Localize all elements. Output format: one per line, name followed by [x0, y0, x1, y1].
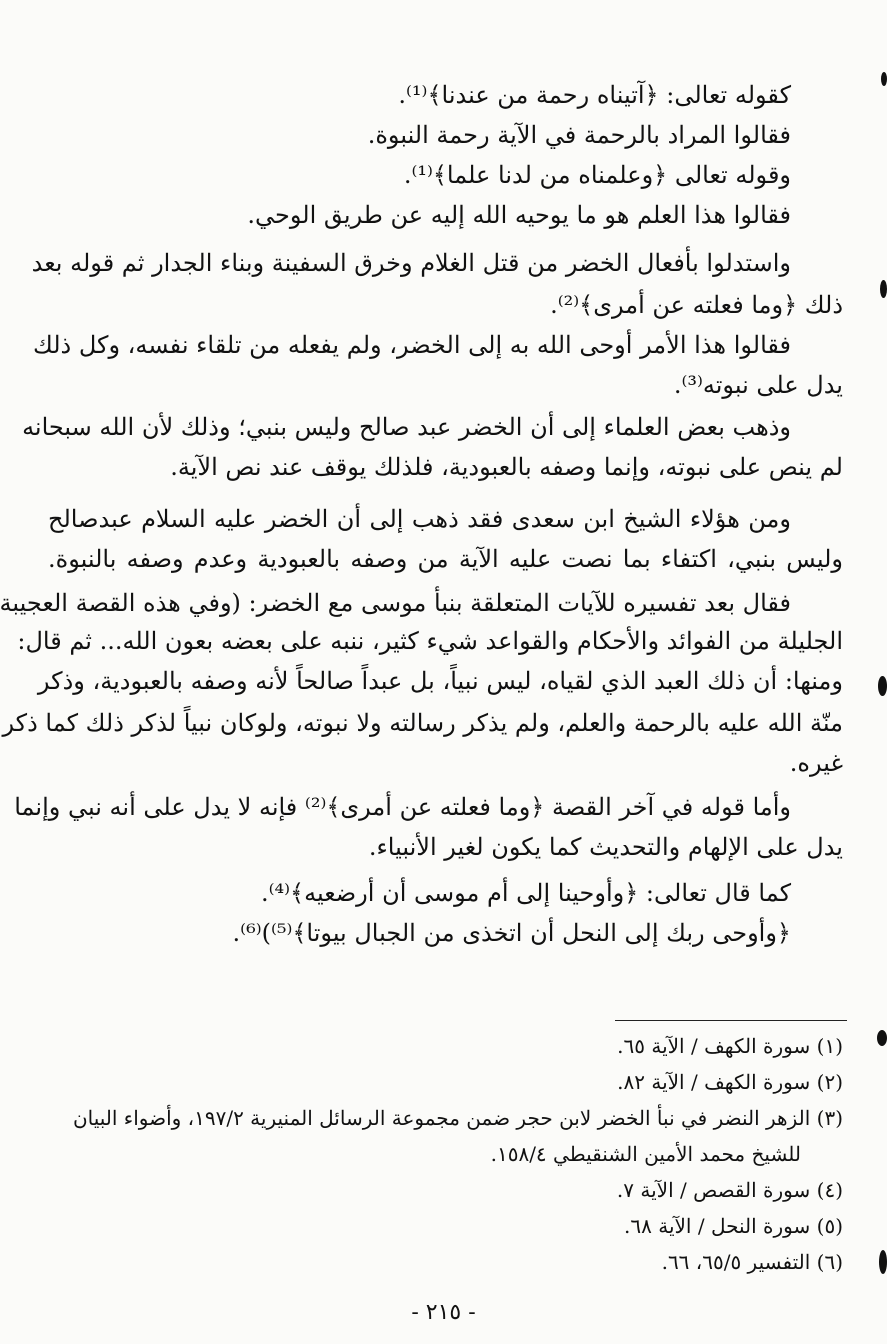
- text-line: يدل على نبوته⁽³⁾.: [673, 371, 843, 399]
- text-line: ذلك ﴿وما فعلته عن أمرى﴾⁽²⁾.: [550, 291, 843, 319]
- text-line: وليس بنبي، اكتفاء بما نصت عليه الآية من وصفه بالعبودية وعدم وصفه بالنبوة.: [48, 545, 843, 573]
- footnote: (٥) سورة النحل / الآية ٦٨.: [624, 1214, 843, 1238]
- footnote: (٤) سورة القصص / الآية ٧.: [616, 1178, 843, 1202]
- footnote: (٣) الزهر النضر في نبأ الخضر لابن حجر ضمن مجموعة الرسائل المنيرية ١٩٧/٢، وأضواء البيان: [72, 1106, 843, 1130]
- text-line: كقوله تعالى: ﴿آتيناه رحمة من عندنا﴾⁽¹⁾.: [398, 81, 791, 109]
- text-line: ﴿وأوحى ربك إلى النحل أن اتخذى من الجبال بيوتا﴾⁽⁵⁾)⁽⁶⁾.: [232, 919, 791, 947]
- text-line: وأما قوله في آخر القصة ﴿وما فعلته عن أمرى﴾⁽²⁾ فإنه لا يدل على أنه نبي وإنما: [14, 793, 791, 821]
- text-line: ومنها: أن ذلك العبد الذي لقياه، ليس نبياً، بل عبداً صالحاً لأنه وصفه بالعبودية، وذكر: [37, 667, 843, 695]
- scan-margin-mark: [881, 72, 887, 86]
- footnote: (١) سورة الكهف / الآية ٦٥.: [617, 1034, 843, 1058]
- text-line: فقالوا المراد بالرحمة في الآية رحمة النبوة.: [367, 121, 791, 149]
- text-line: كما قال تعالى: ﴿وأوحينا إلى أم موسى أن أرضعيه﴾⁽⁴⁾.: [261, 879, 791, 907]
- scan-margin-mark: [880, 280, 887, 298]
- scan-margin-mark: [879, 1250, 887, 1274]
- text-line: لم ينص على نبوته، وإنما وصفه بالعبودية، فلذلك يوقف عند نص الآية.: [170, 453, 843, 481]
- footnote-divider: [615, 1020, 847, 1021]
- text-line: غيره.: [789, 749, 843, 777]
- text-line: فقالوا هذا الأمر أوحى الله به إلى الخضر، ولم يفعله من تلقاء نفسه، وكل ذلك: [32, 331, 791, 359]
- text-line: وقوله تعالى ﴿وعلمناه من لدنا علما﴾⁽¹⁾.: [403, 161, 791, 189]
- text-line: ومن هؤلاء الشيخ ابن سعدى فقد ذهب إلى أن الخضر عليه السلام عبدصالح: [48, 505, 791, 533]
- text-line: الجليلة من الفوائد والأحكام والقواعد شيء كثير، ننبه على بعضه بعون الله... ثم قال:: [17, 627, 843, 655]
- scan-margin-mark: [878, 676, 887, 696]
- text-line: يدل على الإلهام والتحديث كما يكون لغير الأنبياء.: [368, 833, 843, 861]
- footnote-continuation: للشيخ محمد الأمين الشنقيطي ١٥٨/٤.: [490, 1142, 801, 1166]
- text-line: منّة الله عليه بالرحمة والعلم، ولم يذكر رسالته ولا نبوته، ولوكان نبياً لذكر ذلك كما ذكر: [2, 709, 843, 737]
- page-number: - ٢١٥ -: [411, 1300, 476, 1325]
- scan-margin-mark: [877, 1030, 887, 1046]
- text-line: وذهب بعض العلماء إلى أن الخضر عبد صالح وليس بنبي؛ وذلك لأن الله سبحانه: [22, 413, 791, 441]
- footnote: (٢) سورة الكهف / الآية ٨٢.: [617, 1070, 843, 1094]
- text-line: فقال بعد تفسيره للآيات المتعلقة بنبأ موسى مع الخضر: (وفي هذه القصة العجيبة: [0, 589, 791, 617]
- text-line: واستدلوا بأفعال الخضر من قتل الغلام وخرق السفينة وبناء الجدار ثم قوله بعد: [31, 249, 791, 277]
- footnote: (٦) التفسير ٦٥/٥، ٦٦.: [661, 1250, 843, 1274]
- text-line: فقالوا هذا العلم هو ما يوحيه الله إليه عن طريق الوحي.: [247, 201, 791, 229]
